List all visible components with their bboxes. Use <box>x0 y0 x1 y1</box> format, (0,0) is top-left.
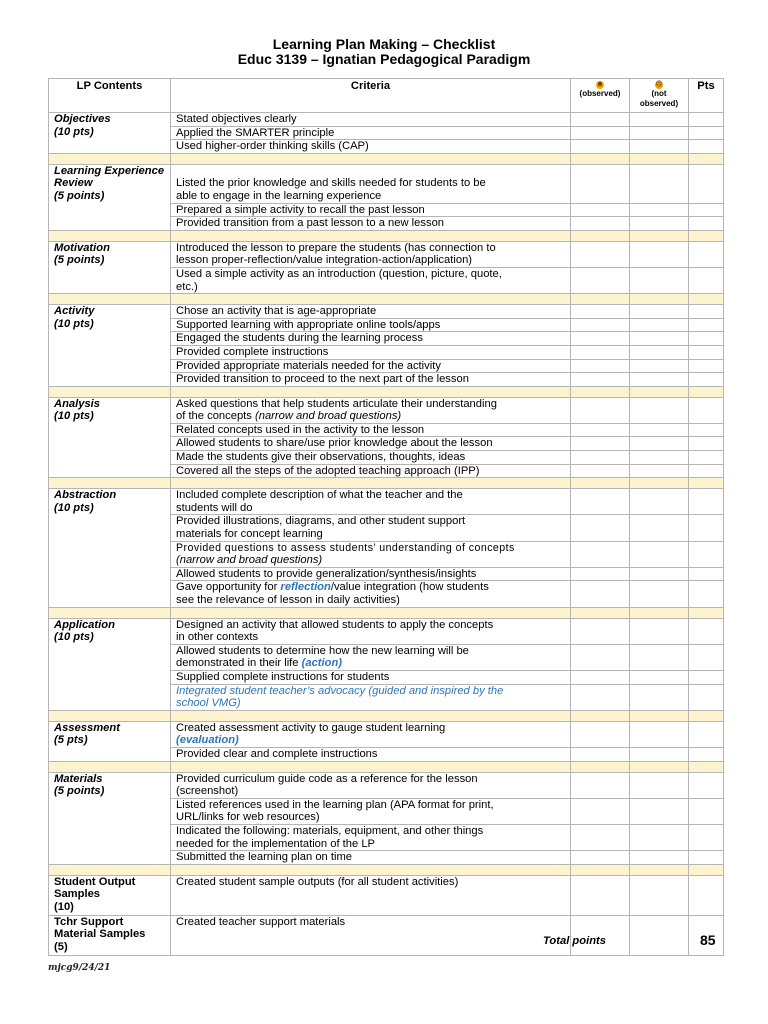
observed-cell[interactable] <box>571 772 630 798</box>
pts-cell[interactable] <box>689 798 724 824</box>
smiling-face-icon: ☻ <box>596 81 604 88</box>
observed-cell[interactable] <box>571 515 630 541</box>
observed-cell[interactable] <box>571 644 630 670</box>
not-observed-cell[interactable] <box>630 140 689 154</box>
criterion: Provided clear and complete instructions <box>171 747 571 761</box>
section-objectives: Objectives (10 pts) <box>49 113 171 154</box>
pts-cell[interactable] <box>689 721 724 747</box>
pts-cell[interactable] <box>689 305 724 319</box>
not-observed-cell[interactable] <box>630 515 689 541</box>
section-application: Application (10 pts) <box>49 618 171 710</box>
criterion: Introduced the lesson to prepare the students (has connection to lesson proper-reflection/value integration-action/application) <box>171 241 571 267</box>
pts-cell[interactable] <box>689 451 724 465</box>
observed-cell[interactable] <box>571 359 630 373</box>
document-title: Learning Plan Making – Checklist <box>272 36 496 52</box>
criterion: Allowed students to share/use prior knowledge about the lesson <box>171 437 571 451</box>
author-initials-date: mjcg9/24/21 <box>48 963 111 973</box>
section-abstraction: Abstraction (10 pts) <box>49 489 171 607</box>
observed-cell[interactable] <box>571 567 630 581</box>
criterion: Allowed students to provide generalization/synthesis/insights <box>171 567 571 581</box>
pts-cell[interactable] <box>689 515 724 541</box>
table-header-row <box>49 79 724 113</box>
not-observed-cell[interactable] <box>630 332 689 346</box>
criterion: Provided complete instructions <box>171 345 571 359</box>
criterion: Submitted the learning plan on time <box>171 851 571 865</box>
criterion: Used higher-order thinking skills (CAP) <box>171 140 571 154</box>
pts-cell[interactable] <box>689 217 724 231</box>
pts-cell[interactable] <box>689 241 724 267</box>
separator-row <box>49 761 724 772</box>
header-criteria: Criteria <box>171 79 571 113</box>
section-teacher-support: Tchr Support Material Samples (5) <box>49 915 171 955</box>
observed-cell[interactable] <box>571 541 630 567</box>
table-row <box>49 177 724 203</box>
table-row <box>49 618 724 644</box>
not-observed-cell[interactable] <box>630 437 689 451</box>
criterion: Provided questions to assess students’ understanding of concepts (narrow and broad questions) <box>171 541 571 567</box>
table-row <box>49 397 724 423</box>
pts-cell[interactable] <box>689 318 724 332</box>
observed-cell[interactable] <box>571 798 630 824</box>
separator-row <box>49 478 724 489</box>
not-observed-cell[interactable] <box>630 241 689 267</box>
not-observed-cell[interactable] <box>630 489 689 515</box>
pts-cell[interactable] <box>689 397 724 423</box>
pts-cell[interactable] <box>689 541 724 567</box>
observed-cell[interactable] <box>571 177 630 203</box>
not-observed-cell[interactable] <box>630 267 689 293</box>
observed-cell[interactable] <box>571 747 630 761</box>
table-row <box>49 305 724 319</box>
not-observed-cell[interactable] <box>630 464 689 478</box>
section-analysis: Analysis (10 pts) <box>49 397 171 478</box>
separator-row <box>49 153 724 164</box>
criterion: Included complete description of what the teacher and the students will do <box>171 489 571 515</box>
not-observed-cell[interactable] <box>630 915 689 955</box>
observed-cell[interactable] <box>571 126 630 140</box>
criterion: Provided appropriate materials needed for the activity <box>171 359 571 373</box>
pts-cell[interactable] <box>689 644 724 670</box>
observed-cell[interactable] <box>571 140 630 154</box>
observed-cell[interactable] <box>571 618 630 644</box>
pts-cell[interactable] <box>689 373 724 387</box>
section-activity: Activity (10 pts) <box>49 305 171 387</box>
not-observed-cell[interactable] <box>630 824 689 850</box>
observed-cell[interactable] <box>571 241 630 267</box>
criterion: Listed references used in the learning plan (APA format for print, URL/links for web resources) <box>171 798 571 824</box>
criterion: Provided transition to proceed to the next part of the lesson <box>171 373 571 387</box>
criterion: Supported learning with appropriate online tools/apps <box>171 318 571 332</box>
observed-cell[interactable] <box>571 721 630 747</box>
section-review-heading: Learning Experience <box>49 164 171 177</box>
observed-cell[interactable] <box>571 397 630 423</box>
not-observed-cell[interactable] <box>630 772 689 798</box>
separator-row <box>49 386 724 397</box>
not-observed-cell[interactable] <box>630 747 689 761</box>
criterion: Created teacher support materials <box>171 915 571 955</box>
table-row <box>49 164 724 177</box>
observed-cell[interactable] <box>571 267 630 293</box>
pts-cell[interactable] <box>689 618 724 644</box>
pts-cell[interactable] <box>689 747 724 761</box>
criterion: Indicated the following: materials, equipment, and other things needed for the implementation of the LP <box>171 824 571 850</box>
not-observed-cell[interactable] <box>630 177 689 203</box>
observed-cell[interactable] <box>571 345 630 359</box>
observed-cell[interactable] <box>571 464 630 478</box>
not-observed-cell[interactable] <box>630 305 689 319</box>
not-observed-cell[interactable] <box>630 126 689 140</box>
observed-cell[interactable] <box>571 203 630 217</box>
not-observed-cell[interactable] <box>630 373 689 387</box>
pts-cell[interactable] <box>689 464 724 478</box>
observed-cell[interactable] <box>571 851 630 865</box>
observed-cell[interactable] <box>571 305 630 319</box>
observed-cell[interactable] <box>571 332 630 346</box>
criterion: Supplied complete instructions for students <box>171 670 571 684</box>
criterion: Listed the prior knowledge and skills needed for students to be able to engage in the learning experience <box>171 177 571 203</box>
criterion: Provided transition from a past lesson to a new lesson <box>171 217 571 231</box>
not-observed-cell[interactable] <box>630 567 689 581</box>
separator-row <box>49 607 724 618</box>
not-observed-cell[interactable] <box>630 345 689 359</box>
criterion: Used a simple activity as an introduction (question, picture, quote, etc.) <box>171 267 571 293</box>
header-not-observed: ☹ (not observed) <box>630 79 689 113</box>
frowning-face-icon: ☹ <box>655 81 663 88</box>
criterion: Gave opportunity for reflection/value integration (how students see the relevance of lesson in daily activities) <box>171 581 571 607</box>
table-row <box>49 721 724 747</box>
pts-cell[interactable] <box>689 267 724 293</box>
criterion: Related concepts used in the activity to the lesson <box>171 423 571 437</box>
observed-cell[interactable] <box>571 489 630 515</box>
criterion: Applied the SMARTER principle <box>171 126 571 140</box>
pts-cell[interactable] <box>689 126 724 140</box>
pts-cell[interactable] <box>689 140 724 154</box>
observed-cell[interactable] <box>571 875 630 915</box>
pts-cell[interactable] <box>689 567 724 581</box>
total-points-label: Total points <box>543 935 606 947</box>
pts-cell[interactable] <box>689 824 724 850</box>
section-review: Review (5 points) <box>49 177 171 230</box>
criterion: Engaged the students during the learning process <box>171 332 571 346</box>
criterion: Provided illustrations, diagrams, and other student support materials for concept learning <box>171 515 571 541</box>
not-observed-cell[interactable] <box>630 618 689 644</box>
separator-row <box>49 294 724 305</box>
not-observed-cell[interactable] <box>630 423 689 437</box>
pts-cell[interactable] <box>689 489 724 515</box>
criterion: Made the students give their observations, thoughts, ideas <box>171 451 571 465</box>
not-observed-cell[interactable] <box>630 581 689 607</box>
section-materials: Materials (5 points) <box>49 772 171 864</box>
not-observed-cell[interactable] <box>630 798 689 824</box>
pts-cell[interactable] <box>689 203 724 217</box>
table-row <box>49 915 724 955</box>
not-observed-cell[interactable] <box>630 644 689 670</box>
observed-cell[interactable] <box>571 670 630 684</box>
table-row <box>49 113 724 127</box>
pts-cell[interactable] <box>689 359 724 373</box>
checklist-table <box>48 78 724 956</box>
observed-cell[interactable] <box>571 451 630 465</box>
pts-cell[interactable] <box>689 684 724 710</box>
separator-row <box>49 710 724 721</box>
pts-cell[interactable] <box>689 581 724 607</box>
pts-cell[interactable] <box>689 772 724 798</box>
header-observed: ☻ (observed) <box>571 79 630 113</box>
criterion: Integrated student teacher’s advocacy (guided and inspired by the school VMG) <box>171 684 571 710</box>
observed-cell[interactable] <box>571 423 630 437</box>
table-row <box>49 772 724 798</box>
pts-cell[interactable] <box>689 423 724 437</box>
not-observed-cell[interactable] <box>630 451 689 465</box>
header-lp-contents: LP Contents <box>49 79 171 113</box>
not-observed-cell[interactable] <box>630 684 689 710</box>
criterion: Designed an activity that allowed students to apply the concepts in other contexts <box>171 618 571 644</box>
criterion: Covered all the steps of the adopted teaching approach (IPP) <box>171 464 571 478</box>
observed-cell[interactable] <box>571 581 630 607</box>
table-row <box>49 489 724 515</box>
pts-cell[interactable] <box>689 345 724 359</box>
criterion: Chose an activity that is age-appropriate <box>171 305 571 319</box>
not-observed-cell[interactable] <box>630 670 689 684</box>
pts-cell[interactable] <box>689 875 724 915</box>
section-assessment: Assessment (5 pts) <box>49 721 171 761</box>
pts-cell[interactable] <box>689 113 724 127</box>
not-observed-cell[interactable] <box>630 359 689 373</box>
criterion: Created student sample outputs (for all student activities) <box>171 875 571 915</box>
not-observed-cell[interactable] <box>630 113 689 127</box>
observed-cell[interactable] <box>571 824 630 850</box>
observed-cell[interactable] <box>571 217 630 231</box>
pts-cell[interactable] <box>689 437 724 451</box>
criterion: Stated objectives clearly <box>171 113 571 127</box>
section-motivation: Motivation (5 points) <box>49 241 171 293</box>
separator-row <box>49 864 724 875</box>
pts-cell[interactable] <box>689 177 724 203</box>
not-observed-cell[interactable] <box>630 541 689 567</box>
observed-cell[interactable] <box>571 318 630 332</box>
observed-cell[interactable] <box>571 113 630 127</box>
observed-cell[interactable] <box>571 373 630 387</box>
criterion: Asked questions that help students articulate their understanding of the concepts (narrow and broad questions) <box>171 397 571 423</box>
criterion: Prepared a simple activity to recall the past lesson <box>171 203 571 217</box>
not-observed-cell[interactable] <box>630 318 689 332</box>
pts-cell[interactable] <box>689 670 724 684</box>
not-observed-cell[interactable] <box>630 203 689 217</box>
pts-cell[interactable] <box>689 851 724 865</box>
observed-cell[interactable] <box>571 684 630 710</box>
not-observed-cell[interactable] <box>630 721 689 747</box>
criterion: Allowed students to determine how the new learning will be demonstrated in their life (action) <box>171 644 571 670</box>
criterion: Provided curriculum guide code as a reference for the lesson (screenshot) <box>171 772 571 798</box>
separator-row <box>49 230 724 241</box>
section-student-output: Student Output Samples (10) <box>49 875 171 915</box>
not-observed-cell[interactable] <box>630 875 689 915</box>
not-observed-cell[interactable] <box>630 217 689 231</box>
total-points-value: 85 <box>700 932 716 948</box>
table-row <box>49 875 724 915</box>
document-subtitle: Educ 3139 – Ignatian Pedagogical Paradigm <box>237 51 531 67</box>
header-pts: Pts <box>689 79 724 113</box>
observed-cell[interactable] <box>571 437 630 451</box>
not-observed-cell[interactable] <box>630 851 689 865</box>
criterion: Created assessment activity to gauge student learning (evaluation) <box>171 721 571 747</box>
table-row <box>49 241 724 267</box>
not-observed-cell[interactable] <box>630 397 689 423</box>
pts-cell[interactable] <box>689 332 724 346</box>
